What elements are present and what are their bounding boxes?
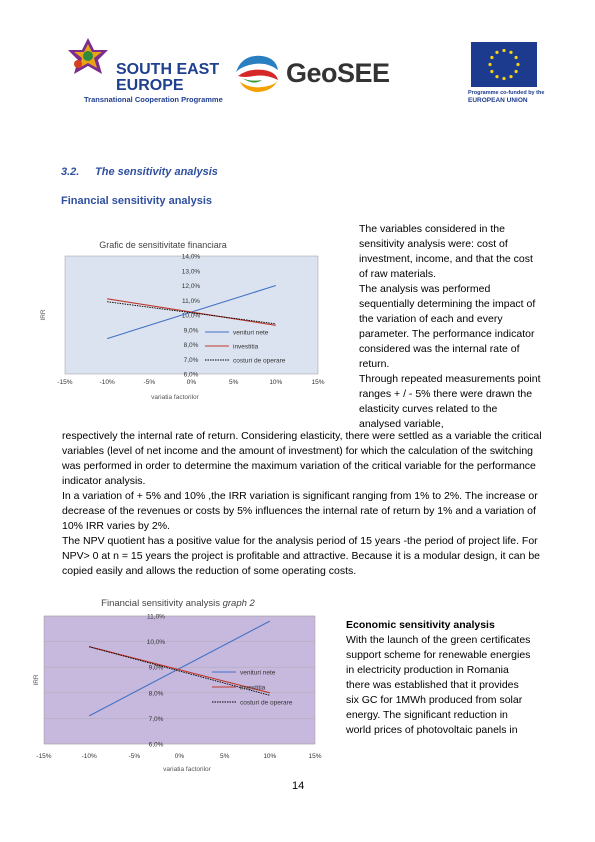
eu-star-icon xyxy=(490,56,493,59)
eu-star-icon xyxy=(515,70,518,73)
y-tick-label: 8,0% xyxy=(183,342,199,349)
y-tick-label: 9,0% xyxy=(148,664,164,672)
x-tick-label: -5% xyxy=(143,379,156,386)
x-tick-label: -5% xyxy=(128,753,141,760)
x-tick-label: 15% xyxy=(311,379,325,386)
y-axis-label: IRR xyxy=(33,674,40,686)
economic-section-title: Economic sensitivity analysis xyxy=(346,619,495,631)
y-tick-label: 11,0% xyxy=(182,297,200,305)
legend-label: venituri nete xyxy=(233,329,269,337)
y-axis-label: IRR xyxy=(40,309,47,321)
eu-star-icon xyxy=(515,56,518,59)
geosee-swirl-icon xyxy=(232,50,282,94)
eu-star-icon xyxy=(495,51,498,54)
section-title: The sensitivity analysis xyxy=(95,166,218,178)
x-tick-label: 5% xyxy=(219,753,230,760)
eu-star-icon xyxy=(502,49,505,52)
section-number: 3.2. xyxy=(61,166,80,178)
eu-star-icon xyxy=(509,75,512,78)
x-tick-label: 15% xyxy=(308,753,322,760)
eu-star-icon xyxy=(516,63,519,66)
x-tick-label: -10% xyxy=(99,379,115,386)
x-tick-label: -15% xyxy=(36,753,52,760)
x-tick-label: 10% xyxy=(269,379,283,386)
y-tick-label: 8,0% xyxy=(148,690,164,698)
legend-label: investitia xyxy=(233,343,259,351)
eu-star-icon xyxy=(495,75,498,78)
y-tick-label: 7,0% xyxy=(148,715,164,723)
economic-sensitivity-section xyxy=(346,618,532,738)
eu-cofunded-label: Programme co-funded by the xyxy=(468,90,545,96)
x-tick-label: 0% xyxy=(186,379,197,386)
geosee-wordmark: GeoSEE xyxy=(286,58,390,88)
financial-sensitivity-chart xyxy=(37,236,325,406)
x-tick-label: 5% xyxy=(228,379,239,386)
y-tick-label: 10,0% xyxy=(146,639,166,647)
y-tick-label: 6,0% xyxy=(183,371,199,379)
see-logo-line1: SOUTH EAST xyxy=(116,61,220,78)
economic-paragraph: With the launch of the green certificates support scheme for renewable energies in electricity production in Romania there was established that it provides six GC for 1MWh produced from solar energy. The significant reduction in world prices of photovoltaic panels in xyxy=(346,634,531,736)
subsection-title: Financial sensitivity analysis xyxy=(61,195,213,207)
chart-title: Financial sensitivity analysis graph 2 xyxy=(101,598,255,609)
y-tick-label: 7,0% xyxy=(183,356,199,364)
legend-label: investitia xyxy=(240,684,266,692)
eu-star-icon xyxy=(509,51,512,54)
x-tick-label: -10% xyxy=(81,753,97,760)
eu-star-icon xyxy=(488,63,491,66)
chart-title-italic: graph 2 xyxy=(222,598,255,609)
x-tick-label: -15% xyxy=(57,379,73,386)
see-logo-line2: EUROPE xyxy=(116,77,184,94)
eu-name-label: EUROPEAN UNION xyxy=(468,97,528,104)
eu-star-icon xyxy=(490,70,493,73)
y-tick-label: 12,0% xyxy=(181,283,201,290)
y-tick-label: 9,0% xyxy=(183,327,199,335)
x-tick-label: 10% xyxy=(263,753,277,760)
eu-flag-icon xyxy=(471,42,537,87)
financial-sensitivity-graph-2 xyxy=(30,594,330,776)
right-column-paragraph: The variables considered in the sensitivity analysis were: cost of investment, income, and that the cost of raw materials. The analysis was performed sequentially determining the impact of the variation of each and every parameter. The performance indicator considered was the internal rate of return. Through repeated measurements point ranges + / - 5% there were drawn the elasticity curves related to the analysed variable, xyxy=(359,223,541,430)
legend-label: costuri de operare xyxy=(240,699,293,707)
see-logo-subtitle: Transnational Cooperation Programme xyxy=(84,95,223,104)
y-tick-label: 14,0% xyxy=(181,253,201,261)
y-tick-label: 13,0% xyxy=(181,268,201,276)
page-number: 14 xyxy=(292,780,305,792)
chart-title: Grafic de sensitivitate financiara xyxy=(99,240,227,250)
x-axis-label: variatia factorilor xyxy=(151,394,199,401)
y-tick-label: 6,0% xyxy=(148,741,164,749)
full-width-paragraph: respectively the internal rate of return. Considering elasticity, there were settled as a variable the critical variables (level of net income and the amount of investment) for which the calculation of the switching was performed in order to determine the maximum variation of the critical variable for the performance indicator analysis. In a variation of + 5% and 10% ,the IRR variation is significant ranging from 1% to 2%. The increase or decrease of the revenues or costs by 5% influences the internal rate of return by 1% and a variation of 10% IRR varies by 2%. The NPV quotient has a positive value for the analysis period of 15 years -the period of project life. For NPV> 0 at n = 15 years the project is profitable and attractive. Because it is a modular design, it can be copied easily and allows the reduction of some operating costs. xyxy=(62,430,542,577)
eu-star-icon xyxy=(502,77,505,80)
x-axis-label: variatia factorilor xyxy=(163,766,211,773)
y-tick-label: 10,0% xyxy=(181,312,201,320)
plot-area xyxy=(44,613,315,744)
legend-label: venituri nete xyxy=(240,669,276,677)
y-tick-label: 11,0% xyxy=(147,613,165,621)
legend-label: costuri de operare xyxy=(233,357,286,365)
x-tick-label: 0% xyxy=(174,753,185,760)
